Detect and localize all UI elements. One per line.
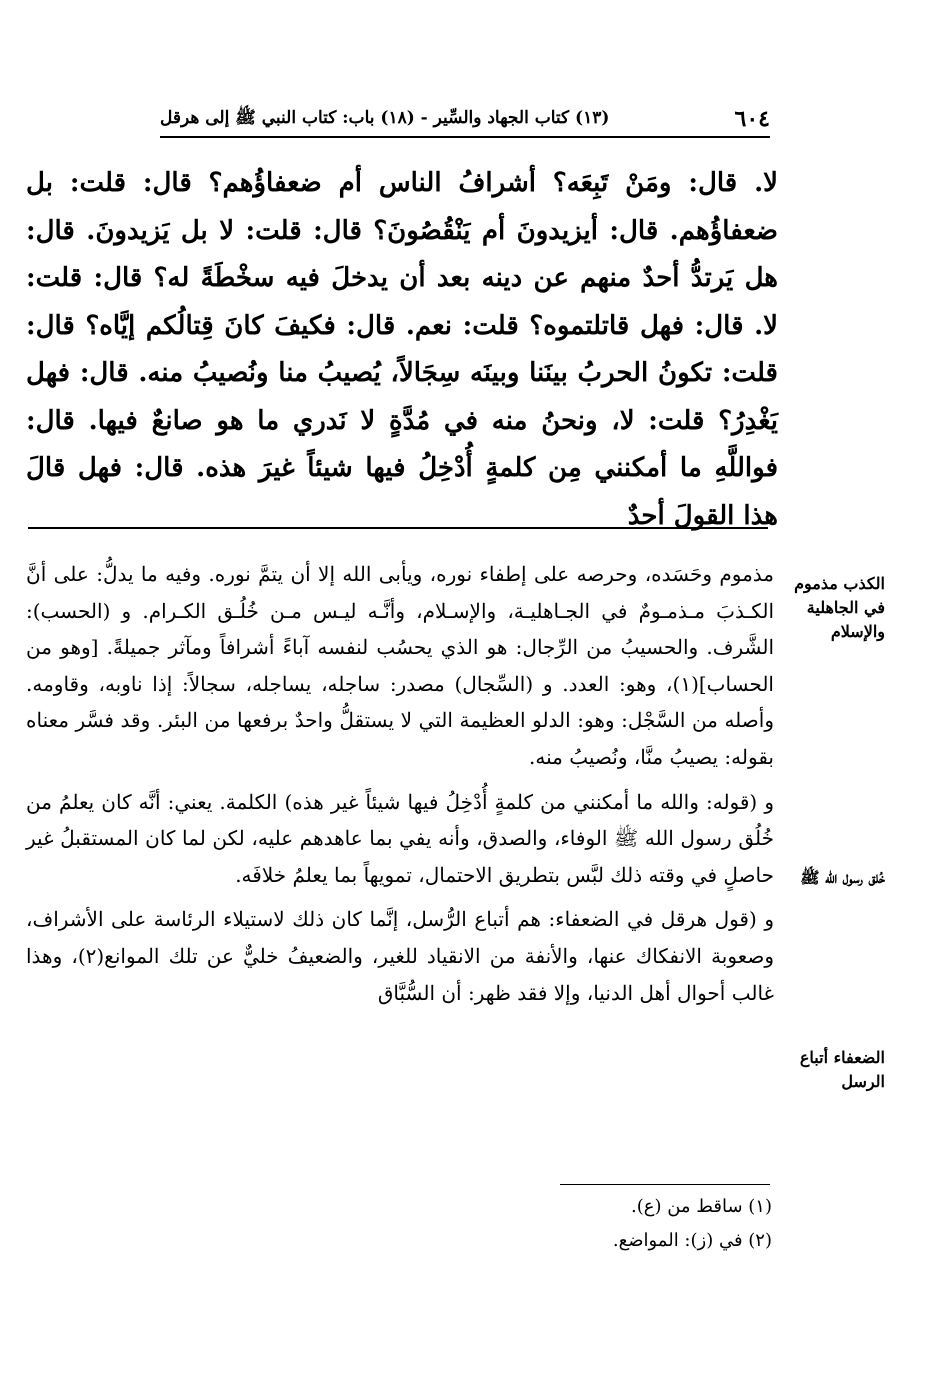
commentary-paragraph: و (قول هرقل في الضعفاء: هم أتباع الرُّسل، إنَّما كان ذلك لاستيلاء الرئاسة على الأشراف، وصعوبة الانفكاك عنها، والأنفة من الانقياد للغير، والضعيفُ خليٌّ عن تلك الموانع(٢)، وهذا غالب أحوال أهل الدنيا، وإلا فقد ظهر: أن السُّبَّاق: [26, 907, 774, 1005]
footnote: (٢) في (ز): المواضع.: [612, 1230, 772, 1251]
commentary-text: [26, 556, 774, 1011]
footnotes: [400, 1190, 772, 1258]
margin-note-lying: الكذب مذموم في الجاهلية والإسلام: [794, 574, 885, 641]
page-number: ٦٠٤: [734, 106, 770, 132]
running-title: (١٣) كتاب الجهاد والسِّير - (١٨) باب: كتاب النبي ﷺ إلى هرقل: [160, 107, 610, 128]
hadith-paragraph: لا. قال: ومَنْ تَبِعَه؟ أشرافُ الناس أم ضعفاؤُهم؟ قال: قلت: بل ضعفاؤُهم. قال: أيزيدونَ أم يَنْقُصُونَ؟ قال: قلت: لا بل يَزيدونَ. قال: هل يَرتدُّ أحدٌ منهم عن دينه بعد أن يدخلَ فيه سخْطَةً له؟ قال: قلت: لا. قال: فهل قاتلتموه؟ قلت: نعم. قال: فكيفَ كانَ قِتالُكم إيَّاه؟ قال: قلت: تكونُ الحربُ بينَنا وبينَه سِجَالاً، يُصيبُ منا ونُصيبُ منه. قال: فهل يَغْدِرُ؟ قلت: لا، ونحنُ منه في مُدَّةٍ لا نَدري ما هو صانعٌ فيها. قال: فواللَّهِ ما أمكنني مِن كلمةٍ أُدْخِلُ فيها شيئاً غيرَ هذه. قال: فهل قالَ هذا القولَ أحدٌ: [26, 168, 779, 531]
hadith-text: [26, 160, 778, 540]
margin-note-prophet-character: خُلق رسول الله ﷺ: [800, 868, 885, 887]
page-header: [160, 104, 770, 134]
section-divider: [28, 527, 768, 529]
footnote: (١) ساقط من (ع).: [631, 1196, 772, 1217]
header-divider: [160, 136, 770, 138]
commentary-paragraph: مذموم وحَسَده، وحرصه على إطفاء نوره، ويأبى الله إلا أن يتمَّ نوره. وفيه ما يدلُّ: على أنَّ الكـذبَ مـذمـومٌ في الجـاهليـة، والإسـلام، وأنَّـه ليـس مـن خُلُـق الكـرام. و (الحسب): الشَّرف. والحسيبُ من الرِّجال: هو الذي يحسُب لنفسه آباءً أشرافاً ومآثر جميلةً. [وهو من الحساب](١)، وهو: العدد. و (السِّجال) مصدر: ساجله، يساجله، سجالاً: إذا ناوبه، وقاومه. وأصله من السَّجْل: وهو: الدلو العظيمة التي لا يستقلُّ واحدٌ برفعها من البئر. وقد فسَّر معناه بقوله: يصيبُ منَّا، ونُصيبُ منه.: [26, 562, 774, 769]
margin-note-followers: الضعفاء أتباع الرسل: [799, 1048, 885, 1091]
footnote-divider: [560, 1184, 770, 1185]
commentary-paragraph: و (قوله: والله ما أمكنني من كلمةٍ أُدْخِلُ فيها شيئاً غير هذه) الكلمة. يعني: أنَّه كان يعلمُ من خُلُق رسول الله ﷺ الوفاء، والصدق، وأنه يفي بما عاهدهم عليه، لكن لما كان المستقبلُ غير حاصلٍ في وقته ذلك لبَّس بتطريق الاحتمال، تمويهاً بما يعلمُ خلافَه.: [26, 789, 774, 887]
